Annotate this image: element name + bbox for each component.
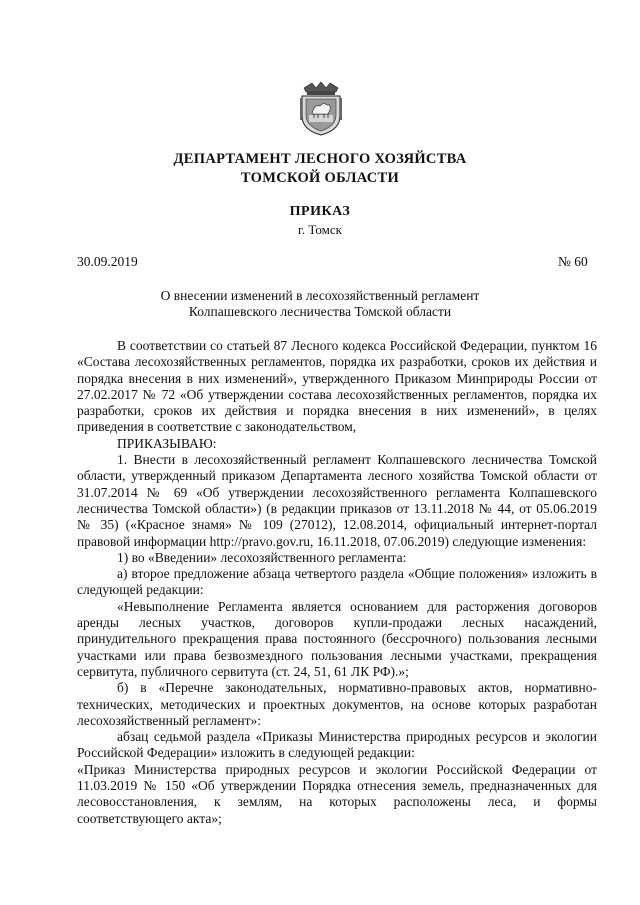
org-line-1: ДЕПАРТАМЕНТ ЛЕСНОГО ХОЗЯЙСТВА [173,151,467,167]
paragraph-abzac: абзац седьмой раздела «Приказы Министерства природных ресурсов и экологии Российской Федерации» изложить в следующей редакции: [77,729,597,761]
document-date: 30.09.2019 [77,254,138,269]
coat-of-arms-emblem-icon [298,80,344,136]
organization-name [0,150,640,188]
paragraph-item-1-1: 1) во «Введении» лесохозяйственного регламента: [117,549,407,565]
document-city: г. Томск [298,222,342,237]
document-body [77,338,597,827]
subject-line-1: О внесении изменений в лесохозяйственный регламент [160,288,480,303]
paragraph-item-b: б) в «Перечне законодательных, нормативно-правовых актов, нормативно-технических, методических и проектных документов, на основе которых разработан лесохозяйственный регламент»: [77,680,597,728]
document-subject [0,288,640,320]
paragraph-quote-b: «Приказ Министерства природных ресурсов и экологии Российской Федерации от 11.03.2019 № 150 «Об утверждении Порядка отнесения земель, предназначенных для лесовосстановления, к землям, на которых расположены леса, и формы соответствующего акта»; [77,761,597,826]
document-number: № 60 [558,254,588,269]
org-line-2: ТОМСКОЙ ОБЛАСТИ [240,170,400,186]
paragraph-preamble: В соответствии со статьей 87 Лесного кодекса Российской Федерации, пунктом 16 «Состава лесохозяйственных регламентов, порядка их разработки, сроков их действия и порядка внесения в них изменений», утвержденного Приказом Минприроды России от 27.02.2017 № 72 «Об утверждении состава лесохозяйственных регламентов, порядка их разработки, сроков их действия и порядка внесения в них изменений», в целях приведения в соответствие с законодательством, [77,338,597,435]
paragraph-order-word: ПРИКАЗЫВАЮ: [117,435,217,451]
paragraph-item-a: а) второе предложение абзаца четвертого раздела «Общие положения» изложить в следующей редакции: [77,566,597,598]
subject-line-2: Колпашевского лесничества Томской области [188,304,452,319]
document-type: ПРИКАЗ [289,204,351,219]
paragraph-quote-a: «Невыполнение Регламента является основанием для расторжения договоров аренды лесных участков, договоров купли-продажи лесных насаждений, принудительного прекращения права постоянного (бессрочного) пользования лесными участками или права безвозмездного пользования лесными участками, прекращения сервитута, публичного сервитута (ст. 24, 51, 61 ЛК РФ).»; [77,598,597,679]
paragraph-item-1: 1. Внести в лесохозяйственный регламент Колпашевского лесничества Томской области, утвержденный приказом Департамента лесного хозяйства Томской области от 31.07.2014 № 69 «Об утверждении лесохозяйственного регламента Колпашевского лесничества Томской области») (в редакции приказов от 13.11.2018 № 44, от 05.06.2019 № 35) («Красное знамя» № 109 (27012), 12.08.2014, официальный интернет-портал правовой информации http://pravo.gov.ru, 16.11.2018, 07.06.2019) следующие изменения: [77,452,597,549]
